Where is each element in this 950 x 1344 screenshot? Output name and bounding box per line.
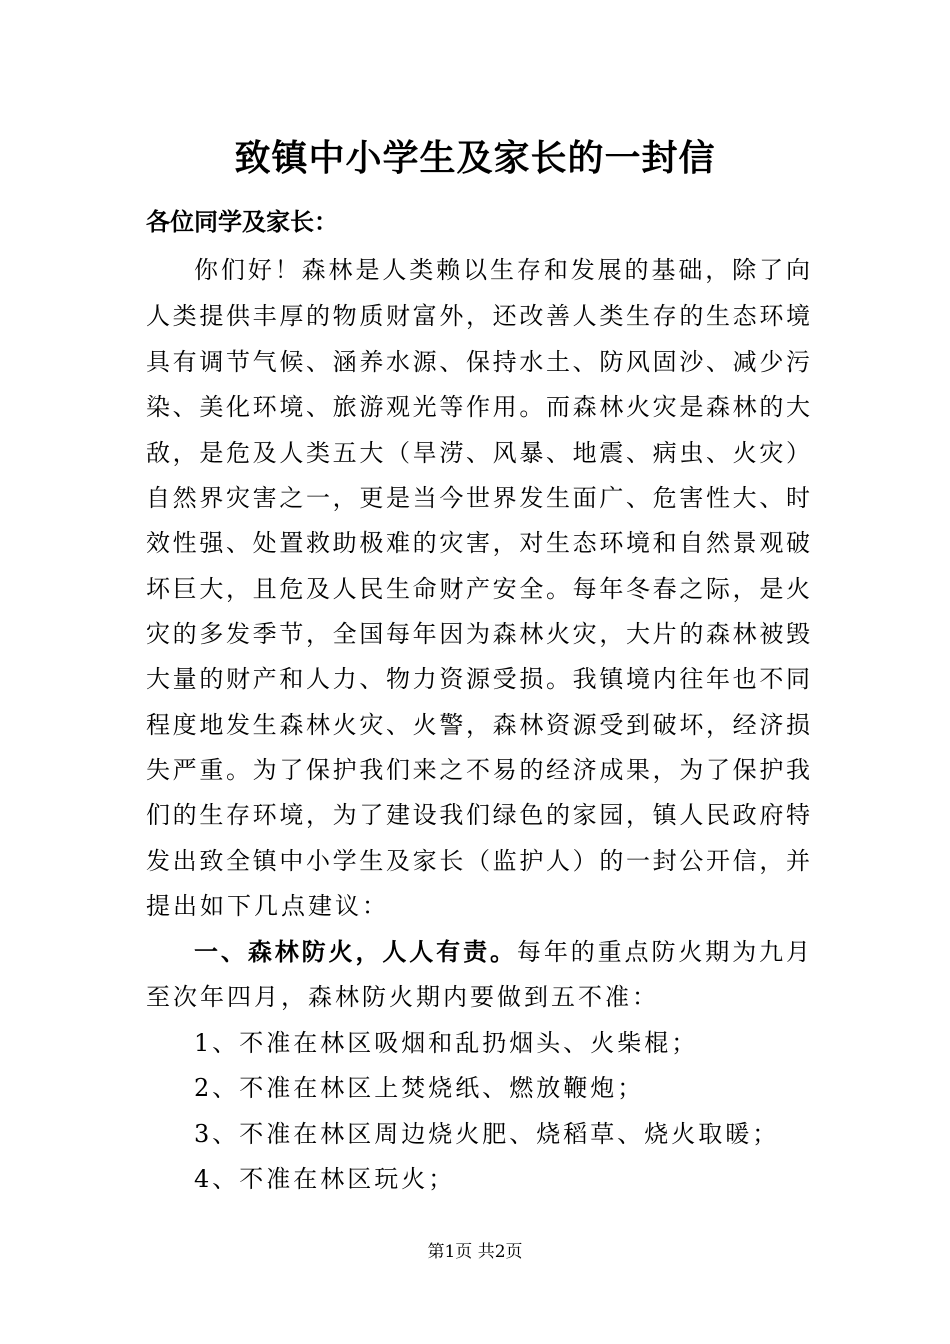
list-item: 2、不准在林区上焚烧纸、燃放鞭炮； [194,1074,645,1102]
paragraph-line: 坏巨大，且危及人民生命财产安全。每年冬春之际，是火 [146,575,810,603]
list-item: 3、不准在林区周边烧火肥、烧稻草、烧火取暖； [194,1120,780,1148]
paragraph-line: 失严重。为了保护我们来之不易的经济成果，为了保护我 [146,756,810,784]
section-text: 每年的重点防火期为九月 [516,938,811,966]
page-number: 第1页 共2页 [427,1242,523,1262]
list-item: 1、不准在林区吸烟和乱扔烟头、火柴棍； [194,1029,699,1057]
paragraph-line: 们的生存环境，为了建设我们绿色的家园，镇人民政府特 [146,801,810,829]
paragraph-line: 人类提供丰厚的物质财富外，还改善人类生存的生态环境 [146,302,810,330]
section-text-line: 至次年四月，森林防火期内要做到五不准： [146,983,659,1011]
salutation: 各位同学及家长： [146,207,338,236]
section-heading-line [194,936,810,968]
paragraph-line: 发出致全镇中小学生及家长（监护人）的一封公开信，并 [146,847,810,875]
paragraph-line: 灾的多发季节，全国每年因为森林火灾，大片的森林被毁 [146,620,810,648]
section-heading: 一、森林防火，人人有责。 [194,937,517,966]
paragraph-line: 敌，是危及人类五大（旱涝、风暴、地震、病虫、火灾） [146,439,810,467]
paragraph-line: 自然界灾害之一，更是当今世界发生面广、危害性大、时 [146,484,810,512]
paragraph-line: 你们好！森林是人类赖以生存和发展的基础，除了向 [194,256,810,284]
paragraph-line: 染、美化环境、旅游观光等作用。而森林火灾是森林的大 [146,393,810,421]
paragraph-line: 提出如下几点建议： [146,892,389,920]
paragraph-line: 具有调节气候、涵养水源、保持水土、防风固沙、减少污 [146,348,810,376]
paragraph-line: 效性强、处置救助极难的灾害，对生态环境和自然景观破 [146,529,810,557]
paragraph-line: 程度地发生森林火灾、火警，森林资源受到破坏，经济损 [146,711,810,739]
list-item: 4、不准在林区玩火； [194,1165,456,1193]
paragraph-line: 大量的财产和人力、物力资源受损。我镇境内往年也不同 [146,665,810,693]
letter-title: 致镇中小学生及家长的一封信 [234,137,716,179]
